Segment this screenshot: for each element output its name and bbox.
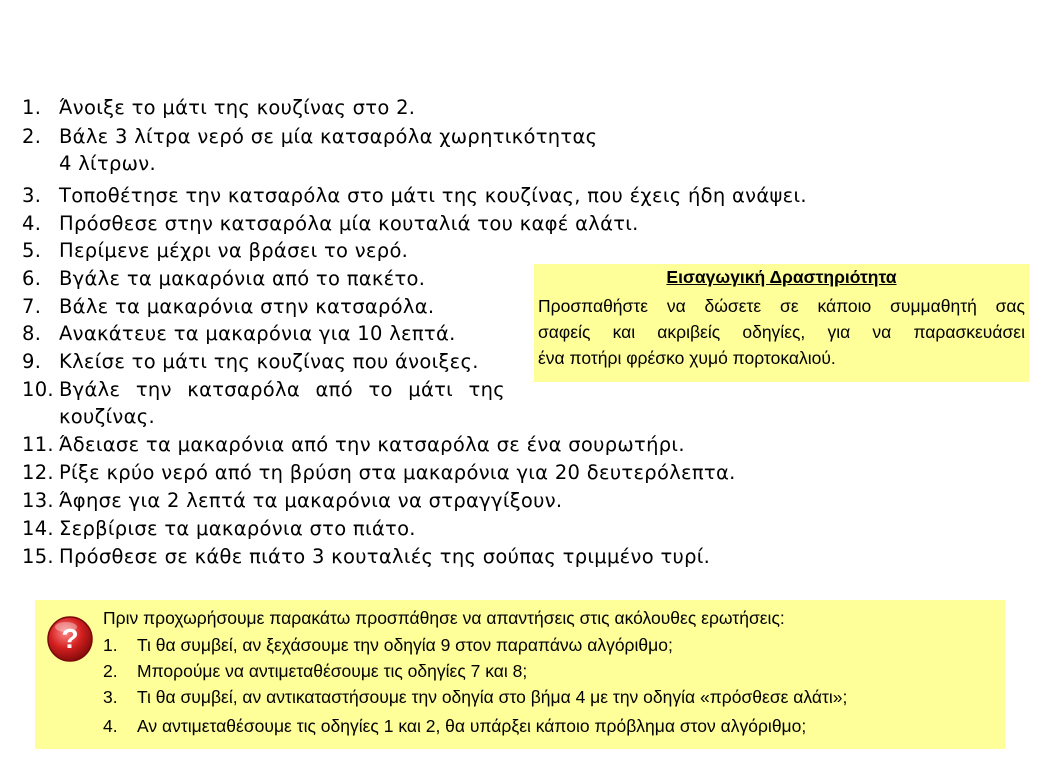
question-text: Μπορούμε να αντιμεταθέσουμε τις οδηγίες 7 και 8;	[137, 661, 528, 681]
list-item	[22, 96, 415, 119]
step-text: Πρόσθεσε σε κάθε πιάτο 3 κουταλιές της σούπας τριμμένο τυρί.	[59, 545, 711, 568]
question-number: 1.	[103, 635, 118, 655]
step-number: 14.	[22, 517, 54, 540]
step-number: 9.	[22, 350, 42, 373]
question-item	[103, 687, 847, 708]
intro-activity-title: Εισαγωγική Δραστηριότητα	[666, 267, 897, 287]
intro-activity-text: σαφείς και ακριβείς οδηγίες, για να παρασκευάσει	[538, 322, 1025, 342]
step-number: 11.	[22, 433, 54, 456]
question-text: Αν αντιμεταθέσουμε τις οδηγίες 1 και 2, θα υπάρξει κάποιο πρόβλημα στον αλγόριθμο;	[137, 716, 807, 736]
step-text: Βγάλε την κατσαρόλα από το μάτι της	[59, 378, 505, 401]
step-text: Σερβίρισε τα μακαρόνια στο πιάτο.	[59, 517, 416, 540]
list-item	[22, 184, 807, 207]
step-number: 3.	[22, 184, 42, 207]
step-number: 12.	[22, 461, 54, 484]
step-text: Ανακάτευε τα μακαρόνια για 10 λεπτά.	[59, 322, 456, 345]
list-item	[22, 295, 434, 318]
step-text: Άνοιξε το μάτι της κουζίνας στο 2.	[59, 96, 416, 119]
question-mark-icon	[45, 614, 95, 664]
step-text: Ρίξε κρύο νερό από τη βρύση στα μακαρόνια για 20 δευτερόλεπτα.	[59, 461, 736, 484]
step-text: Κλείσε το μάτι της κουζίνας που άνοιξες.	[59, 350, 479, 373]
step-number: 6.	[22, 267, 42, 290]
question-text: Τι θα συμβεί, αν αντικαταστήσουμε την οδηγία στο βήμα 4 με την οδηγία «πρόσθεσε αλάτι»;	[137, 687, 848, 707]
step-text-continued: κουζίνας.	[59, 405, 156, 428]
questions-box	[35, 600, 1005, 749]
step-text: Βγάλε τα μακαρόνια από το πακέτο.	[59, 267, 426, 290]
step-number: 2.	[22, 125, 42, 148]
intro-activity-box	[534, 264, 1029, 382]
list-item	[22, 267, 425, 290]
list-item	[22, 322, 456, 345]
list-item	[22, 378, 59, 401]
list-item	[22, 545, 710, 568]
step-number: 10.	[22, 378, 54, 401]
step-text: Περίμενε μέχρι να βράσει το νερό.	[59, 239, 409, 262]
list-item	[22, 433, 685, 456]
list-item	[22, 239, 408, 262]
question-number: 2.	[103, 661, 118, 681]
question-item	[103, 716, 806, 737]
step-text: Βάλε 3 λίτρα νερό σε μία κατσαρόλα χωρητικότητας	[59, 125, 598, 148]
svg-text:?: ?	[61, 623, 79, 654]
step-text-continued: 4 λίτρων.	[59, 152, 156, 175]
list-item	[22, 212, 639, 235]
step-text: Πρόσθεσε στην κατσαρόλα μία κουταλιά του καφέ αλάτι.	[59, 212, 639, 235]
step-number: 15.	[22, 545, 54, 568]
list-item	[22, 461, 736, 484]
step-text: Τοποθέτησε την κατσαρόλα στο μάτι της κουζίνας, που έχεις ήδη ανάψει.	[59, 184, 807, 207]
step-number: 13.	[22, 489, 54, 512]
question-item	[103, 635, 673, 656]
intro-activity-text: ένα ποτήρι φρέσκο χυμό πορτοκαλιού.	[538, 348, 836, 368]
question-item	[103, 661, 527, 682]
step-text: Άδειασε τα μακαρόνια από την κατσαρόλα σε ένα σουρωτήρι.	[59, 433, 685, 456]
question-text: Τι θα συμβεί, αν ξεχάσουμε την οδηγία 9 στον παραπάνω αλγόριθμο;	[137, 635, 673, 655]
list-item	[22, 489, 562, 512]
step-text: Βάλε τα μακαρόνια στην κατσαρόλα.	[59, 295, 435, 318]
questions-intro: Πριν προχωρήσουμε παρακάτω προσπάθησε να απαντήσεις στις ακόλουθες ερωτήσεις:	[103, 608, 785, 628]
step-number: 1.	[22, 96, 42, 119]
step-number: 5.	[22, 239, 42, 262]
intro-activity-text: Προσπαθήστε να δώσετε σε κάποιο συμμαθητή σας	[538, 296, 1025, 316]
step-number: 4.	[22, 212, 42, 235]
list-item	[22, 517, 416, 540]
step-text: Άφησε για 2 λεπτά τα μακαρόνια να στραγγίξουν.	[59, 489, 563, 512]
list-item	[22, 350, 479, 373]
question-number: 4.	[103, 716, 118, 736]
list-item	[22, 125, 597, 148]
question-number: 3.	[103, 687, 118, 707]
step-number: 7.	[22, 295, 42, 318]
step-number: 8.	[22, 322, 42, 345]
